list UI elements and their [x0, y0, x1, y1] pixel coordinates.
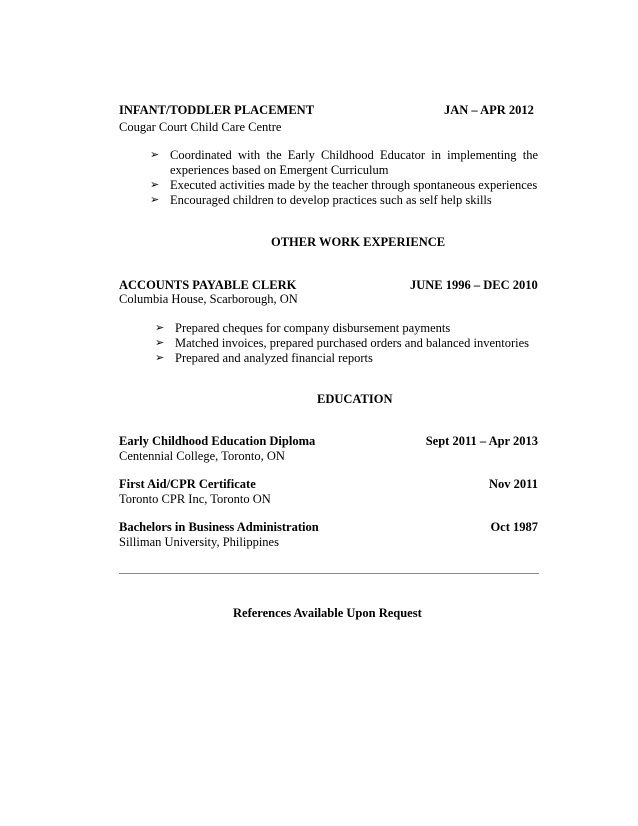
list-item — [155, 321, 540, 336]
references-note: References Available Upon Request — [233, 606, 422, 620]
bullet-text: Executed activities made by the teacher through spontaneous experiences — [170, 178, 538, 192]
arrow-bullet-icon: ➢ — [155, 322, 165, 334]
edu-org-2: Toronto CPR Inc, Toronto ON — [119, 492, 271, 506]
bullet-text: Encouraged children to develop practices such as self help skills — [170, 193, 492, 207]
other-work-heading: OTHER WORK EXPERIENCE — [271, 235, 446, 249]
bullet-text-continued: experiences based on Emergent Curriculum — [170, 163, 389, 177]
edu-date-1: Sept 2011 – Apr 2013 — [425, 434, 538, 448]
bullet-text: Prepared and analyzed financial reports — [175, 351, 373, 365]
placement-dates: JAN – APR 2012 — [444, 103, 534, 117]
arrow-bullet-icon: ➢ — [155, 352, 165, 364]
edu-title-1: Early Childhood Education Diploma — [119, 434, 316, 448]
bullet-text: Matched invoices, prepared purchased orders and balanced inventories — [175, 336, 530, 350]
list-item — [155, 351, 540, 366]
placement-org: Cougar Court Child Care Centre — [119, 120, 282, 134]
job-dates: JUNE 1996 – DEC 2010 — [410, 278, 538, 292]
placement-bullets — [150, 148, 538, 208]
edu-org-3: Silliman University, Philippines — [119, 535, 279, 549]
list-item — [150, 178, 538, 193]
placement-title: INFANT/TODDLER PLACEMENT — [119, 103, 315, 117]
edu-title-2: First Aid/CPR Certificate — [119, 477, 256, 491]
job-org: Columbia House, Scarborough, ON — [119, 292, 298, 306]
job-title: ACCOUNTS PAYABLE CLERK — [119, 278, 297, 292]
education-heading: EDUCATION — [317, 392, 393, 406]
edu-title-3: Bachelors in Business Administration — [119, 520, 319, 534]
bullet-text: Prepared cheques for company disbursement payments — [175, 321, 451, 335]
arrow-bullet-icon: ➢ — [150, 194, 160, 206]
edu-org-1: Centennial College, Toronto, ON — [119, 449, 285, 463]
list-item — [155, 336, 540, 351]
arrow-bullet-icon: ➢ — [150, 179, 160, 191]
job-bullets — [155, 321, 540, 366]
arrow-bullet-icon: ➢ — [155, 337, 165, 349]
edu-date-3: Oct 1987 — [490, 520, 538, 534]
list-item — [150, 148, 538, 178]
arrow-bullet-icon: ➢ — [150, 149, 160, 161]
bullet-text: Coordinated with the Early Childhood Educator in implementing the — [170, 148, 538, 162]
list-item — [150, 193, 538, 208]
edu-date-2: Nov 2011 — [489, 477, 538, 491]
divider — [119, 573, 539, 574]
